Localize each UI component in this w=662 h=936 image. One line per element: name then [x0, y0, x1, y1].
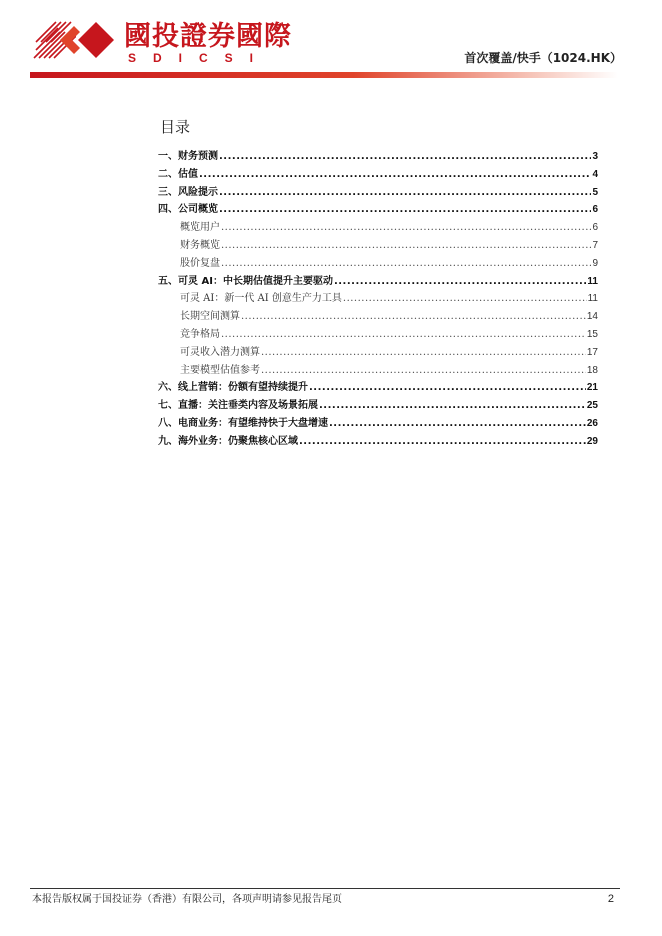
page-number: 2: [607, 893, 614, 905]
toc-dot-leader: [334, 273, 586, 291]
toc-entry-label: 八、电商业务：有望维持快于大盘增速: [158, 417, 328, 429]
toc-entry-page: 11: [587, 275, 598, 287]
toc-entry-page: 29: [586, 435, 598, 447]
toc-entry[interactable]: [158, 201, 598, 219]
report-tag: 首次覆盖/快手（1024.HK）: [464, 51, 622, 65]
report-header: [0, 0, 662, 85]
toc-entry-page: 14: [586, 311, 598, 323]
toc-dot-leader: [329, 415, 586, 433]
toc-dot-leader: [261, 362, 586, 380]
toc-dot-leader: [221, 255, 591, 273]
toc-subentry[interactable]: [158, 362, 598, 380]
toc-entry-page: 6: [592, 222, 598, 234]
company-logo-english: SDICSI: [128, 51, 271, 65]
footer-divider: [30, 888, 620, 889]
toc-dot-leader: [221, 326, 586, 344]
toc-subentry[interactable]: [158, 290, 598, 308]
toc-entry-label: 竞争格局: [180, 328, 220, 340]
toc-entry-page: 18: [586, 364, 598, 376]
toc-dot-leader: [261, 344, 586, 362]
toc-entry-label: 长期空间测算: [180, 311, 240, 323]
toc-dot-leader: [219, 184, 591, 202]
toc-entry-label: 七、直播：关注垂类内容及场景拓展: [158, 400, 318, 412]
toc-entry-label: 股价复盘: [180, 257, 220, 269]
toc-entry[interactable]: [158, 273, 598, 291]
toc-entry[interactable]: [158, 166, 598, 184]
toc-subentry[interactable]: [158, 326, 598, 344]
toc-dot-leader: [343, 290, 587, 308]
toc-dot-leader: [219, 148, 591, 166]
toc-entry-page: 15: [586, 328, 598, 340]
toc-entry-label: 六、线上营销：份额有望持续提升: [158, 382, 308, 394]
toc-entry-page: 9: [592, 257, 598, 269]
header-divider: [30, 72, 618, 78]
toc-entry-label: 三、风险提示: [158, 186, 218, 198]
toc-entry-label: 九、海外业务：仍聚焦核心区域: [158, 435, 298, 447]
toc-entry-page: 11: [587, 293, 598, 305]
toc-entry-label: 四、公司概览: [158, 204, 218, 216]
toc-entry-label: 五、可灵 AI：中长期估值提升主要驱动: [158, 275, 333, 287]
toc-entry-label: 财务概览: [180, 239, 220, 251]
toc-entry-page: 3: [592, 151, 598, 162]
toc-entry[interactable]: [158, 184, 598, 202]
toc-entry-label: 主要模型估值参考: [180, 364, 260, 376]
toc-entry-page: 17: [586, 346, 598, 358]
toc-entry-page: 7: [592, 239, 598, 251]
toc-dot-leader: [309, 379, 586, 397]
toc-entry[interactable]: [158, 379, 598, 397]
toc-dot-leader: [221, 219, 591, 237]
toc-entry-label: 二、估值: [158, 168, 198, 180]
toc-dot-leader: [299, 433, 586, 451]
toc-dot-leader: [241, 308, 586, 326]
toc-entry-page: 6: [592, 204, 598, 216]
toc-entry[interactable]: [158, 148, 598, 166]
toc-entry[interactable]: [158, 397, 598, 415]
toc-entry-page: 21: [586, 382, 598, 394]
toc-entry[interactable]: [158, 415, 598, 433]
toc-subentry[interactable]: [158, 219, 598, 237]
toc-dot-leader: [319, 397, 586, 415]
toc-entry-label: 一、财务预测: [158, 151, 218, 162]
toc-dot-leader: [199, 166, 591, 184]
toc-subentry[interactable]: [158, 237, 598, 255]
toc-title: 目录: [160, 118, 191, 136]
toc-subentry[interactable]: [158, 255, 598, 273]
toc-entry-page: 26: [586, 417, 598, 429]
toc-entry-label: 可灵收入潜力测算: [180, 346, 260, 358]
toc-entry-label: 概览用户: [180, 222, 220, 234]
toc-subentry[interactable]: [158, 344, 598, 362]
toc-entry[interactable]: [158, 433, 598, 451]
toc-entry-label: 可灵 AI：新一代 AI 创意生产力工具: [180, 293, 342, 305]
toc-dot-leader: [221, 237, 591, 255]
sdicsi-logo-icon: [30, 20, 122, 60]
table-of-contents: [158, 148, 598, 451]
toc-dot-leader: [219, 201, 591, 219]
toc-subentry[interactable]: [158, 308, 598, 326]
footer-disclaimer: 本报告版权属于国投证券（香港）有限公司，各项声明请参见报告尾页: [32, 894, 342, 905]
toc-entry-page: 25: [586, 400, 598, 412]
company-logo-chinese: 國投證券國際: [124, 21, 292, 52]
toc-entry-page: 4: [592, 168, 598, 180]
toc-entry-page: 5: [592, 186, 598, 198]
